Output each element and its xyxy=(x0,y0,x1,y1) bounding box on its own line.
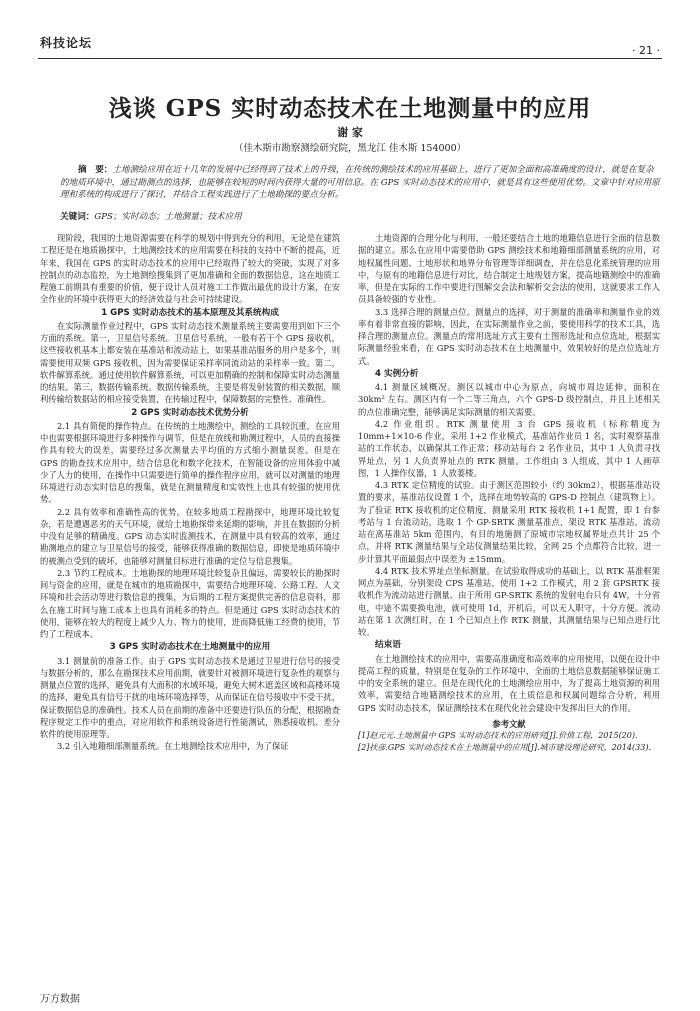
paragraph: 2.3 节约工程成本。土地勘探的地理环境比较复杂且偏远，需要较长的勘探时间与资金的应用，就是在城市的地质勘探中，需要结合地理环境、公路工程、人文环境和社会活动等进行数信息的搜集，为后期的工程方案提供完善的信息资料，那么在施工时间与施工成本上也具有消耗多的特点。但是通过 GPS 实时动态技术的使用，能够在较大的程度上减少人力、物力的使用，进而降低施工经费的使用，节约了工程成本。 xyxy=(40,567,340,639)
paragraph: 3.2 引入地籍细部测量系统。在土地测绘技术应用中，为了保证 xyxy=(57,741,289,752)
paragraph: 3.3 选择合理的测量点位。测量点的选择，对于测量的准确率和测量作业的效率有着非常直接的影响，因此，在实际测量作业之前，要使用科学的技术工具，选择合理的测量点位。测量点的常用选址方式主要有土图形选址和点位选址，根据实际测量经验来看，在 GPS 实时动态技术在土地测量中，效果较好的是点位选址方式。 xyxy=(358,306,660,366)
article-author: 谢 家 xyxy=(337,126,363,139)
reference-item: [1]赵元元.土地测量中 GPS 实时动态技术的应用研究[J].价值工程，2015(20). xyxy=(358,731,638,740)
reference-item: [2]扶彦.GPS 实时动态技术在土地测量中的应用[J].城市建设理论研究，2014(33). xyxy=(358,743,651,753)
references-heading: 参考文献 xyxy=(492,718,526,729)
abstract-text: 土地测绘应用在近十几年的发展中已经得到了技术上的升级，在传统的测绘技术的应用基础上，进行了更加全面和高准确度的设计，就是在复杂的地质环境中，通过勘测点的选择，也能够在较短的时间内获得大量的可用信息。在 GPS 实时动态技术的应用中，就是具有这些使用优势。文章中针对应用原理和系统的构成进行了探讨，并结合工程实践进行了土地勘探的要点分析。 xyxy=(60,165,660,200)
paragraph: 4.3 RTK 定位精度的试验。由于测区范围较小（约 30km2），根据基准站设置的要求，基准站仪设置 1 个，选择在地势较高的 GPS-D 控制点（建筑物上）。为了验证 RTK 接收机的定位精度，测量采用 RTK 接收机 1+1 配置，即 1 台参考站与 1 台流动站，选取 1 个 GP-SRTK 测量基准点，架设 RTK 基准站，流动站在离基准站 5km 范围内，有目的地施测了原城市宗地权属界址点共计 25 个点，并将 RTK 测量结果与全站仪测量结果比较，全网 25 个点都符合比较，进一步计算其平面最弱点中误差为 ±15mm。 xyxy=(358,480,660,564)
paragraph: 2.1 具有简便的操作特点。在传统的土地测绘中，测绘的工具较沉重，在应用中也需要根据环境进行多种操作与调节，但是在放线和勘测过程中，人员的直接操作具有较大的误差，需要经过多次测量去平均值的方式缩小测量误差。但是在 GPS 的勘查技术应用中，结合信息化和数字化技术，在智能设备的应用体验中减少了人力的使用，在操作中只需要进行简单的操作程序应用，就可以对测量的地理环境进行动态实时信息的搜集，就是在测量精度和实效性上也具有较强的使用优势。 xyxy=(40,420,340,505)
paragraph: 在土地测绘技术的应用中，需要高准确度和高效率的应用使用，以便在设计中提高工程的质量，特别是在复杂的工作环境中，全面的土地信息数据能够保证施工中的安全系统的建立。但是在现代化的土地测绘应用中，为了提高土地资源的利用效率，需要结合地籍测绘技术的应用，在土质信息和权属问题综合分析，利用 GPS 实时动态技术，保证测绘技术在现代化社会建设中发挥出巨大的作用。 xyxy=(358,653,660,713)
keywords xyxy=(60,210,660,222)
footer-source: 万方数据 xyxy=(40,994,80,1005)
paragraph: 2.2 具有效率和准确性高的优势。在较多地质工程勘探中，地理环境比较复杂，若是遭遇恶劣的天气环境，就给土地勘探带来延期的影响，并且在数据的分析中没有足够的精确度。GPS 动态实时监测技术，在测量中具有较高的效率，通过勘测地点的建立与卫星信号的接受，能够获得准确的数据信息，即使是地质环境中的被测点受到的破坏，也能够对测量目标进行准确的定位与信息搜集。 xyxy=(40,506,340,566)
section-heading: 4 实例分析 xyxy=(375,368,419,379)
paragraph: 3.1 测量前的准备工作。由于 GPS 实时动态技术是通过卫星进行信号的接受与数据分析的，那么在勘探技术应用前期，就要针对被测环境进行复杂性的观察与测量点位置的选择，避免具有大面积的水域环境，避免大树木遮盖区域和高楼环境的选择，避免具有信号干扰的电场环境选择等，从而保证在信号接收中不受干扰，保证数据信息的准确性。技术人员在前期的准备中还要进行队伍的分配，根据勘查程序规定工作中的重点，对应用软件和系统设备进行性能测试，熟悉接收机、差分软件的使用原理等。 xyxy=(40,655,340,739)
paragraph: 土地资源的合理分化与利用，一般还要结合土地的地籍信息进行全面的信息数据的建立。那么在应用中需要借助 GPS 测绘技术和地籍细部测量系统的应用，对地权属性问题、土地形状和地界分布管理等详细调查，并在信息化系统管理的应用中，与原有的地籍信息进行对比，结合制定土地规划方案，提高地籍测绘中的准确率，但是在实际的工作中要进行图解交会法和解析交会法的使用，这就要求工作人员具备较强的专业性。 xyxy=(358,233,660,305)
abstract-label: 摘 要： xyxy=(78,165,113,175)
author-affiliation: （佳木斯市勘察测绘研究院，黑龙江 佳木斯 154000） xyxy=(233,143,467,154)
article-title: 浅谈 GPS 实时动态技术在土地测量中的应用 xyxy=(108,95,592,122)
paragraph: 在实际测量作业过程中，GPS 实时动态技术测量系统主要需要用到如下三个方面的系统。第一，卫星信号系统。卫星信号系统，一般有若干个 GPS 接收机，这些接收机基本上都安装在基准站和流动站上，如果基准站服务的用户是多个，则需要使用双频 GPS 接收机，因为需要保证采样率同流动站的采样率一致。第二，软件解算系统。通过使用软件解算系统，可以更加精确的控制和保障实时动态测量的结果。第三，数据传输系统。数据传输系统，主要是将发射装置的相关数据，顺利传输给数据站的相应接受装置，在传输过程中，保障数据的完整性、准确性。 xyxy=(40,320,340,405)
paragraph: 4.1 测量区域概况。测区以城市中心为原点，向城市周边延伸，面积在 30km² 左右。测区内有一个二等三角点，六个 GPS-D 级控制点，并且上述相关的点位准确完整，能够满足实际测量的相关需要。 xyxy=(358,382,660,417)
page-number: · 21 · xyxy=(632,44,660,57)
header-rule xyxy=(38,58,662,59)
paragraph: 4.4 RTK 技术界址点坐标测量。在试验取得成功的基础上，以 RTK 基准框架网点为基础，分别架设 CPS 基准站，使用 1+2 工作模式，用 2 套 GPSRTK 接收机作为流动站进行测量。由于所用 GP-SRTK 系统的发射电台只有 4W，十分省电，中途不需要换电池，就可使用 1d，开机后，可以无人职守，十分方便。流动站在第 1 次测红时，在 1 个已知点上作 RTK 测量，其测量结果与已知点进行比较。 xyxy=(358,565,660,637)
right-column xyxy=(358,232,660,755)
journal-section-label: 科技论坛 xyxy=(40,36,93,50)
section-heading: 2 GPS 实时动态技术优势分析 xyxy=(131,407,249,418)
paragraph: 现阶段，我国的土地资源需要在科学的规划中得到充分的利用，无论是在建筑工程还是在地质勘探中，土地测绘技术的应用需要在科技的支持中不断的提高，近年来，我国在 GPS 的实时动态技术的应用中已经取得了较大的突破，实现了对多控制点的动态监控，为土地测绘搜集到了更加准确和全面的数据信息，这在地质工程施工前期具有重要的价值，便于设计人员对施工工作做出最优的设计方案，在安全作业的环境中获得更大的经济效益与社会可持续建设。 xyxy=(40,233,340,305)
conclusion-heading: 结束语 xyxy=(375,640,401,651)
keywords-label: 关键词： xyxy=(60,212,95,222)
paragraph: 4.2 作业组织。RTK 测量使用 3 台 GPS 接收机（标称精度为 10mm+1×10-6 作业，采用 1+2 作业模式，基准站作业员 1 名，实时观察基准站的工作状态，以确保其工作正常；移动站每台 2 名作业员，其中 1 人负责寻找界址点，另 1 人负责界址点的 RTK 测量。工作组由 3 人组成，其中 1 人画草图，1 人操作仪器，1 人放萎楼。 xyxy=(358,418,660,478)
abstract xyxy=(60,164,660,202)
section-heading: 3 GPS 实时动态技术在土地测量中的应用 xyxy=(109,642,271,653)
keywords-text: GPS；实时动态；土地测量；技术应用 xyxy=(94,212,242,222)
left-column xyxy=(40,232,340,753)
section-heading: 1 GPS 实时动态技术的基本原理及其系统构成 xyxy=(101,307,279,318)
